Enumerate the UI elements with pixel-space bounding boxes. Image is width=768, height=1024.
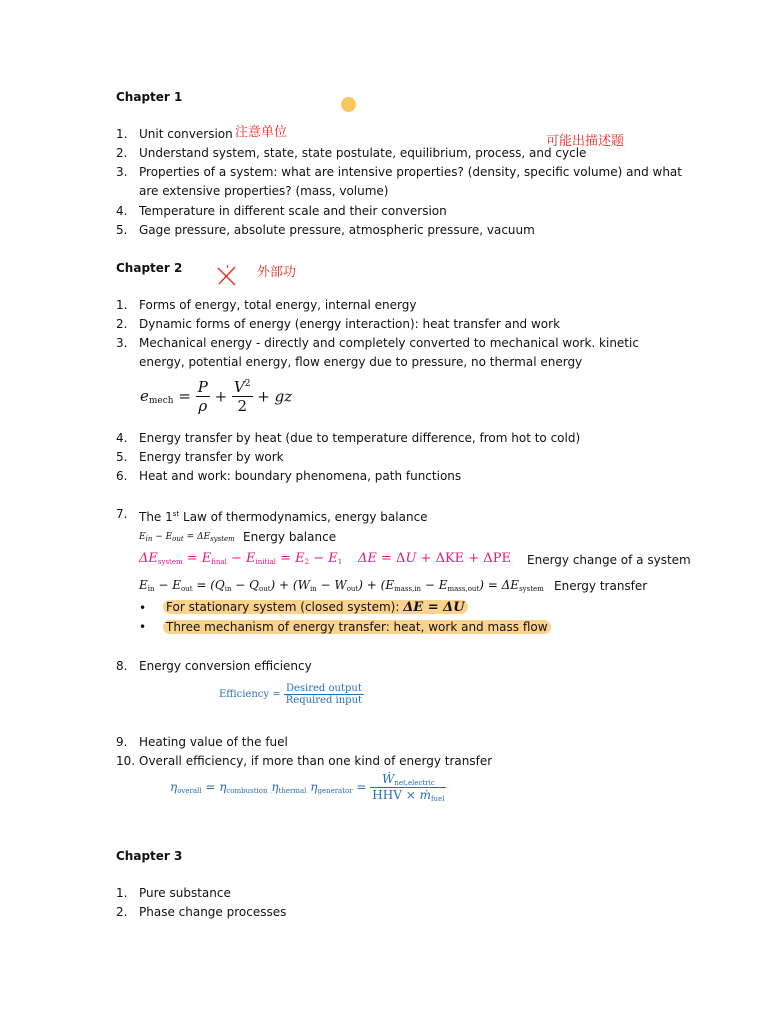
list-item: 3. Mechanical energy - directly and completely converted to mechanical work. kinetic (116, 336, 639, 350)
energy-change-label: Energy change of a system (527, 553, 691, 567)
energy-balance-equation: $E_{in} - E_{out} = \Delta E_{system}$ (139, 532, 235, 543)
highlighted-bullet-transfer-mechanisms: Three mechanism of energy transfer: heat, work and mass flow (163, 620, 551, 634)
list-item: 5. Energy transfer by work (116, 450, 284, 464)
highlighted-bullet-closed-system: For stationary system (closed system): ΔE = ΔU (163, 600, 468, 615)
handwritten-note-describe: 可能出描述题 (546, 134, 625, 149)
list-item: are extensive properties? (mass, volume) (139, 184, 389, 198)
bullet-dot: • (139, 601, 147, 615)
mechanical-energy-equation: $e_{mech}$ = $\frac{P}{\rho}$ + $\frac{V^2}{2}$ + gz (140, 378, 293, 415)
list-item: 10. Overall efficiency, if more than one kind of energy transfer (116, 754, 493, 768)
list-item: 5. Gage pressure, absolute pressure, atmospheric pressure, vacuum (116, 223, 535, 237)
list-item: 4. Energy transfer by heat (due to temperature difference, from hot to cold) (116, 431, 581, 445)
list-item: 4. Temperature in different scale and their conversion (116, 204, 447, 218)
list-item: 1. Forms of energy, total energy, internal energy (116, 298, 417, 312)
overall-efficiency-equation: $\eta_{overall} = \eta_{combustion}$ $\eta_{thermal}$ $\eta_{generator}$ = $\frac{Ẇ_{net,electric}}{HHV \times ṁ_{fuel}}$ (170, 772, 445, 803)
list-item: 6. Heat and work: boundary phenomena, path functions (116, 469, 462, 483)
energy-transfer-equation: $E_{in} - E_{out} = (Q_{in} - Q_{out}) + (W_{in} - W_{out}) + (E_{mass,in} - E_{mass,out}) = \Delta E_{system}$ (139, 578, 544, 593)
orange-dot-mark (341, 97, 356, 112)
list-item: 1. Unit conversion (116, 127, 233, 141)
chapter-1-heading: Chapter 1 (116, 90, 183, 104)
handwritten-note-units: 注意单位 (235, 125, 288, 140)
energy-change-equation: $\Delta E_{system} = E_{final} - E_{initial} = E_2 - E_1$ (139, 551, 343, 566)
list-item: 1. Pure substance (116, 886, 231, 900)
red-cross-mark (215, 264, 239, 288)
list-item: 2. Dynamic forms of energy (energy interaction): heat transfer and work (116, 317, 561, 331)
chapter-2-heading: Chapter 2 (116, 261, 183, 275)
efficiency-equation: Efficiency = $\frac{\text{Desired output}}{\text{Required input}}$ (219, 683, 363, 706)
energy-balance-label: Energy balance (243, 530, 337, 544)
list-item: energy, potential energy, flow energy due to pressure, no thermal energy (139, 355, 583, 369)
list-item: 8. Energy conversion efficiency (116, 659, 312, 673)
list-item: 2. Understand system, state, state postulate, equilibrium, process, and cycle (116, 146, 587, 160)
chapter-3-heading: Chapter 3 (116, 849, 183, 863)
energy-transfer-label: Energy transfer (554, 579, 648, 593)
list-item: 2. Phase change processes (116, 905, 287, 919)
list-item: 9. Heating value of the fuel (116, 735, 288, 749)
bullet-dot: • (139, 620, 147, 634)
list-item-first-law: 7. The 1st Law of thermodynamics, energy balance (116, 507, 428, 524)
handwritten-note-work: 外部功 (257, 265, 297, 280)
delta-e-equation: ΔE = ΔU + ΔKE + ΔPE (358, 551, 511, 566)
list-item: 3. Properties of a system: what are intensive properties? (density, specific volume) and what (116, 165, 682, 179)
